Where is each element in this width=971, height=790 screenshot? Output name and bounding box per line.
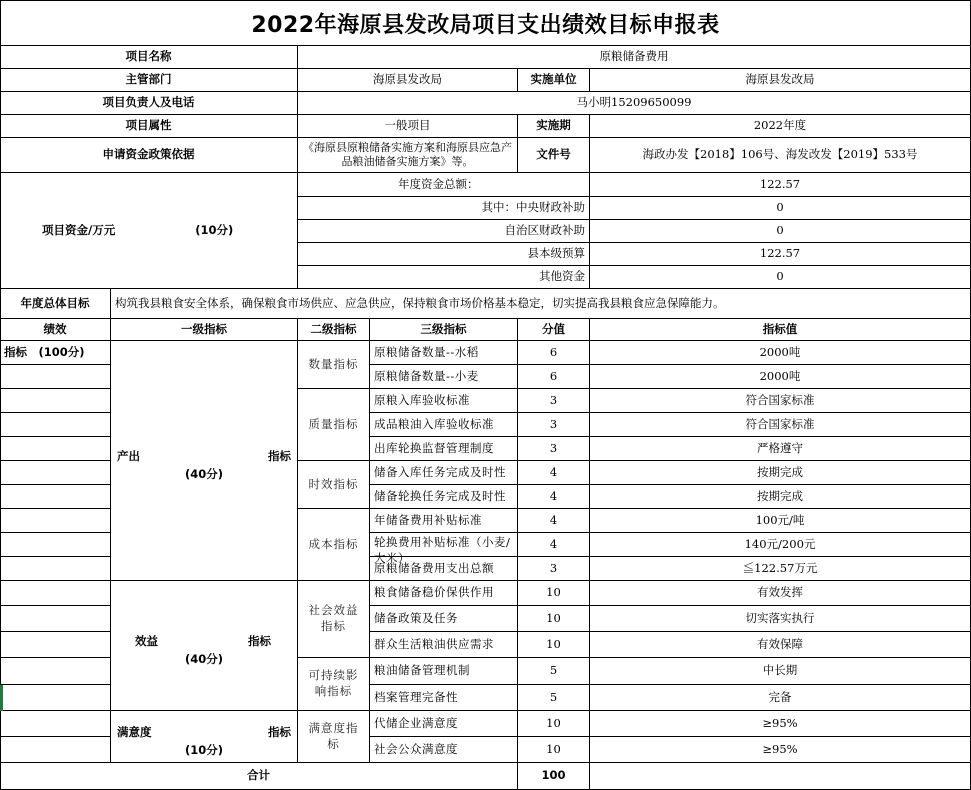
funds-item-label: 年度资金总额：	[298, 173, 590, 197]
level1-score: (10分)	[185, 743, 224, 757]
indicator-value[interactable]: 严格遵守	[590, 437, 971, 461]
leader-label: 项目负责人及电话	[0, 92, 298, 115]
level1-name: 满意度	[117, 725, 152, 739]
indicator-score[interactable]: 4	[518, 461, 590, 485]
attribute-value[interactable]: 一般项目	[298, 115, 518, 138]
level3-indicator: 粮食储备稳价保供作用	[370, 581, 518, 606]
performance-empty-cell	[0, 533, 111, 557]
indicator-value[interactable]: 中长期	[590, 658, 971, 685]
level3-indicator: 原粮储备数量--水稻	[370, 341, 518, 365]
document-number-value[interactable]: 海政办发【2018】106号、海发改发【2019】533号	[590, 138, 971, 173]
attribute-label: 项目属性	[0, 115, 298, 138]
indicator-score[interactable]: 6	[518, 365, 590, 389]
indicator-value[interactable]: 2000吨	[590, 365, 971, 389]
level1-score: (40分)	[185, 652, 224, 666]
level3-indicator: 社会公众满意度	[370, 737, 518, 763]
indicator-value[interactable]: 符合国家标准	[590, 389, 971, 413]
level3-indicator: 代储企业满意度	[370, 711, 518, 737]
indicator-value[interactable]: 有效发挥	[590, 581, 971, 606]
period-value[interactable]: 2022年度	[590, 115, 971, 138]
indicator-value[interactable]: 符合国家标准	[590, 413, 971, 437]
row-selection-marker	[0, 685, 3, 711]
project-name-label: 项目名称	[0, 46, 298, 69]
project-name-value[interactable]: 原粮储备费用	[298, 46, 971, 69]
funds-item-label: 其他资金	[298, 266, 590, 289]
benefit-indicator-group	[111, 581, 298, 711]
funds-label: 项目资金/万元	[42, 222, 116, 237]
performance-empty-cell	[0, 485, 111, 509]
indicator-score[interactable]: 10	[518, 632, 590, 658]
performance-empty-cell	[0, 711, 111, 737]
performance-empty-cell	[0, 461, 111, 485]
annual-goal-label: 年度总体目标	[0, 289, 111, 319]
indicator-value[interactable]: ≥95%	[590, 711, 971, 737]
level3-indicator: 出库轮换监督管理制度	[370, 437, 518, 461]
policy-value[interactable]: 《海原县原粮储备实施方案和海原县应急产品粮油储备实施方案》等。	[298, 138, 518, 173]
indicator-score[interactable]: 10	[518, 711, 590, 737]
sustainability-indicator: 可持续影响指标	[298, 658, 370, 711]
total-value[interactable]	[590, 763, 971, 790]
indicator-value[interactable]: 有效保障	[590, 632, 971, 658]
indicator-value[interactable]: 按期完成	[590, 461, 971, 485]
quality-indicator: 质量指标	[298, 389, 370, 461]
indicator-score[interactable]: 3	[518, 413, 590, 437]
total-score: 100	[518, 763, 590, 790]
level3-indicator: 粮油储备管理机制	[370, 658, 518, 685]
department-value[interactable]: 海原县发改局	[298, 69, 518, 92]
level1-name: 效益	[135, 634, 158, 648]
performance-empty-cell	[0, 413, 111, 437]
level3-indicator: 储备政策及任务	[370, 606, 518, 632]
indicator-score[interactable]: 3	[518, 557, 590, 581]
performance-label: 指标 (100分)	[0, 341, 111, 365]
indicator-score[interactable]: 4	[518, 509, 590, 533]
indicator-score[interactable]: 4	[518, 533, 590, 557]
level3-indicator: 档案管理完备性	[370, 685, 518, 711]
indicator-score[interactable]: 10	[518, 737, 590, 763]
level3-indicator: 年储备费用补贴标准	[370, 509, 518, 533]
indicator-value[interactable]: 140元/200元	[590, 533, 971, 557]
funds-item-value[interactable]: 0	[590, 266, 971, 289]
satisfaction-indicator: 满意度指标	[298, 711, 370, 763]
level3-indicator: 成品粮油入库验收标准	[370, 413, 518, 437]
level3-indicator: 原粮储备费用支出总额	[370, 557, 518, 581]
indicator-value[interactable]: ≦122.57万元	[590, 557, 971, 581]
funds-item-label: 自治区财政补助	[298, 220, 590, 243]
policy-label: 申请资金政策依据	[0, 138, 298, 173]
level3-indicator: 储备轮换任务完成及时性	[370, 485, 518, 509]
performance-empty-cell	[0, 365, 111, 389]
social-benefit-indicator: 社会效益指标	[298, 581, 370, 658]
performance-empty-cell	[0, 632, 111, 658]
indicator-value[interactable]: 2000吨	[590, 341, 971, 365]
performance-empty-cell	[0, 658, 111, 685]
satisfaction-indicator-group	[111, 711, 298, 763]
indicator-value[interactable]: 按期完成	[590, 485, 971, 509]
indicator-score[interactable]: 5	[518, 658, 590, 685]
document-number-label: 文件号	[518, 138, 590, 173]
funds-item-label: 其中：中央财政补助	[298, 197, 590, 220]
level3-indicator: 原粮入库验收标准	[370, 389, 518, 413]
indicator-value[interactable]: 切实落实执行	[590, 606, 971, 632]
funds-score: (10分)	[195, 222, 234, 237]
indicator-value[interactable]: ≥95%	[590, 737, 971, 763]
indicator-value[interactable]: 完备	[590, 685, 971, 711]
cost-indicator: 成本指标	[298, 509, 370, 581]
indicator-score[interactable]: 10	[518, 581, 590, 606]
funds-item-value[interactable]: 0	[590, 220, 971, 243]
performance-empty-cell	[0, 606, 111, 632]
funds-item-value[interactable]: 122.57	[590, 173, 971, 197]
period-label: 实施期	[518, 115, 590, 138]
indicator-score[interactable]: 3	[518, 437, 590, 461]
total-label: 合计	[0, 763, 518, 790]
implementing-unit-label: 实施单位	[518, 69, 590, 92]
header-performance: 绩效	[0, 319, 111, 341]
performance-empty-cell	[0, 581, 111, 606]
annual-goal-value[interactable]: 构筑我县粮食安全体系，确保粮食市场供应、应急供应，保持粮食市场价格基本稳定，切实提高我县粮食应急保障能力。	[111, 289, 971, 319]
indicator-score[interactable]: 5	[518, 685, 590, 711]
funds-item-value[interactable]: 0	[590, 197, 971, 220]
department-label: 主管部门	[0, 69, 298, 92]
funds-item-label: 县本级预算	[298, 243, 590, 266]
indicator-score[interactable]: 4	[518, 485, 590, 509]
indicator-score[interactable]: 6	[518, 341, 590, 365]
performance-empty-cell	[0, 557, 111, 581]
performance-empty-cell	[0, 509, 111, 533]
performance-empty-cell	[0, 389, 111, 413]
header-level2: 二级指标	[298, 319, 370, 341]
header-score: 分值	[518, 319, 590, 341]
performance-empty-cell	[0, 737, 111, 763]
indicator-value[interactable]: 100元/吨	[590, 509, 971, 533]
level3-indicator: 轮换费用补贴标准（小麦/大米）	[370, 533, 518, 557]
quantity-indicator: 数量指标	[298, 341, 370, 389]
indicator-score[interactable]: 3	[518, 389, 590, 413]
performance-empty-cell	[0, 437, 111, 461]
level1-suffix: 指标	[248, 634, 271, 648]
form-title: 2022年海原县发改局项目支出绩效目标申报表	[0, 0, 971, 46]
indicator-score[interactable]: 10	[518, 606, 590, 632]
level1-score: (40分)	[185, 467, 224, 481]
funds-item-value[interactable]: 122.57	[590, 243, 971, 266]
level1-suffix: 指标	[268, 725, 291, 739]
level3-indicator: 群众生活粮油供应需求	[370, 632, 518, 658]
leader-value[interactable]: 马小明15209650099	[298, 92, 971, 115]
funds-label-cell	[0, 173, 298, 289]
level1-suffix: 指标	[268, 449, 291, 463]
header-value: 指标值	[590, 319, 971, 341]
level3-indicator: 储备入库任务完成及时性	[370, 461, 518, 485]
level3-indicator: 原粮储备数量--小麦	[370, 365, 518, 389]
performance-empty-cell	[0, 685, 111, 711]
header-level1: 一级指标	[111, 319, 298, 341]
implementing-unit-value[interactable]: 海原县发改局	[590, 69, 971, 92]
output-indicator-group	[111, 341, 298, 581]
timeliness-indicator: 时效指标	[298, 461, 370, 509]
level1-name: 产出	[117, 449, 140, 463]
header-level3: 三级指标	[370, 319, 518, 341]
